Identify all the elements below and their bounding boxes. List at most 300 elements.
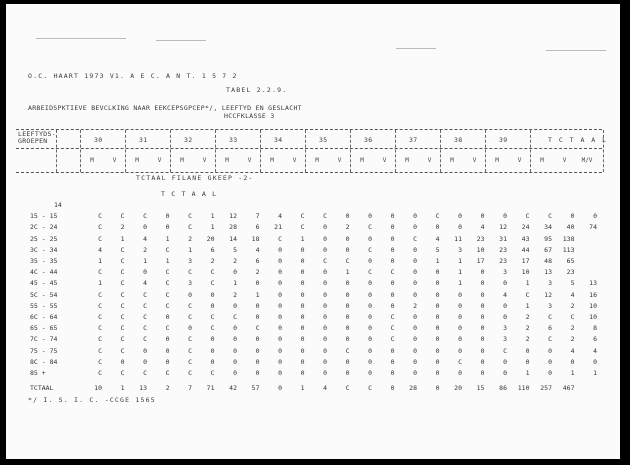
- sex-header-cell: M: [270, 157, 274, 164]
- table-cell: C: [98, 301, 102, 310]
- table-subtitle: HCCFKLASSE 3: [224, 112, 275, 120]
- table-cell: 4: [480, 223, 485, 232]
- table-cell: 10: [589, 301, 597, 310]
- table-cell: C: [503, 346, 507, 355]
- table-cell: 12: [499, 223, 507, 232]
- table-cell: C: [120, 324, 125, 333]
- table-cell: C: [188, 223, 192, 232]
- table-cell: 3: [188, 257, 192, 265]
- table-cell: 1: [345, 268, 350, 277]
- row-label: 6C - 64: [30, 313, 58, 321]
- table-cell: C: [435, 212, 440, 221]
- table-cell: 0: [435, 313, 440, 321]
- age-group-header: T C T A A L: [548, 136, 608, 144]
- table-cell: 10: [94, 384, 102, 393]
- table-cell: C: [98, 324, 102, 333]
- table-cell: 1: [210, 212, 215, 221]
- table-cell: 95: [544, 234, 552, 243]
- table-cell: 0: [323, 335, 327, 344]
- table-cell: 0: [548, 346, 552, 355]
- table-cell: 6: [210, 245, 215, 254]
- table-cell: C: [368, 223, 372, 232]
- table-cell: C: [165, 324, 170, 333]
- table-cell: C: [120, 301, 125, 310]
- table-cell: 21: [274, 223, 282, 232]
- table-cell: 5: [233, 245, 237, 254]
- table-cell: 18: [251, 234, 260, 243]
- table-cell: 0: [480, 279, 485, 288]
- table-cell: 7: [255, 212, 260, 221]
- table-cell: 0: [390, 290, 395, 299]
- table-cell: 12: [544, 290, 552, 299]
- table-cell: 0: [413, 346, 417, 355]
- table-cell: C: [525, 290, 530, 299]
- table-cell: 2: [120, 223, 125, 232]
- table-cell: 0: [458, 290, 462, 299]
- table-cell: 0: [323, 313, 327, 321]
- sex-header-cell: V: [382, 157, 387, 164]
- table-cell: C: [98, 212, 102, 221]
- table-cell: C: [458, 357, 462, 366]
- table-cell: 28: [409, 384, 417, 393]
- table-cell: 0: [143, 223, 147, 232]
- sex-header-cell: M: [90, 157, 94, 164]
- table-cell: 12: [229, 212, 237, 221]
- table-cell: C: [120, 335, 125, 344]
- table-cell: 1: [98, 279, 102, 288]
- table-cell: 15: [476, 384, 485, 393]
- table-cell: 4: [570, 346, 575, 355]
- table-cell: 0: [390, 346, 395, 355]
- table-cell: 0: [390, 384, 395, 393]
- table-cell: 0: [210, 357, 215, 366]
- table-cell: C: [368, 268, 372, 277]
- age-group-header: 32: [184, 136, 193, 144]
- table-cell: 3: [503, 324, 507, 333]
- table-cell: 113: [562, 245, 575, 254]
- table-cell: 0: [413, 212, 417, 221]
- table-cell: 467: [562, 384, 575, 393]
- table-cell: 0: [525, 357, 530, 366]
- table-cell: 0: [503, 313, 507, 321]
- table-cell: 0: [165, 223, 170, 232]
- table-cell: C: [143, 369, 147, 377]
- table-cell: C: [165, 290, 170, 299]
- table-cell: 10: [521, 268, 530, 277]
- table-cell: 0: [278, 279, 282, 288]
- table-cell: 0: [390, 234, 395, 243]
- table-cell: 0: [480, 346, 485, 355]
- table-cell: 4: [255, 245, 260, 254]
- table-cell: 1: [593, 369, 597, 377]
- table-cell: 0: [255, 301, 260, 310]
- table-cell: 110: [517, 384, 530, 393]
- table-cell: 20: [454, 384, 462, 393]
- table-cell: 2: [570, 301, 575, 310]
- table-cell: C: [210, 369, 215, 377]
- table-cell: 0: [593, 357, 597, 366]
- table-cell: C: [233, 313, 237, 321]
- table-cell: 2: [143, 245, 147, 254]
- table-cell: 57: [251, 384, 260, 393]
- table-cell: 0: [435, 301, 440, 310]
- table-cell: C: [120, 257, 125, 265]
- header-rule-bottom: [16, 172, 602, 173]
- scan-artifact: [156, 40, 206, 41]
- table-cell: 0: [345, 212, 350, 221]
- table-cell: 0: [503, 369, 507, 377]
- table-cell: 1: [98, 257, 102, 265]
- row-label: 2C - 24: [30, 223, 58, 232]
- table-cell: 4: [323, 384, 327, 393]
- table-cell: 6: [255, 223, 260, 232]
- table-cell: C: [143, 313, 147, 321]
- table-cell: C: [300, 212, 305, 221]
- table-cell: 1: [300, 234, 305, 243]
- table-cell: C: [390, 324, 395, 333]
- table-cell: C: [345, 257, 350, 265]
- row-label: 85 +: [30, 369, 46, 377]
- table-cell: C: [188, 335, 192, 344]
- table-cell: 0: [278, 268, 282, 277]
- table-cell: 0: [413, 245, 417, 254]
- sex-header-cell: M: [540, 157, 544, 164]
- table-cell: 0: [345, 279, 350, 288]
- table-cell: 0: [255, 369, 260, 377]
- table-cell: 0: [255, 313, 260, 321]
- scan-artifact: [546, 50, 606, 51]
- table-cell: C: [120, 346, 125, 355]
- table-cell: 0: [480, 290, 485, 299]
- table-cell: 2: [525, 324, 530, 333]
- table-cell: 0: [458, 324, 462, 333]
- table-cell: 257: [540, 384, 552, 393]
- table-cell: 31: [499, 234, 507, 243]
- table-cell: 17: [521, 257, 530, 265]
- table-cell: 0: [278, 335, 282, 344]
- table-cell: 0: [345, 290, 350, 299]
- table-cell: 8: [593, 324, 597, 333]
- table-cell: 0: [480, 357, 485, 366]
- table-cell: 1: [525, 369, 530, 377]
- table-cell: 40: [566, 223, 575, 232]
- table-cell: 24: [521, 223, 530, 232]
- table-cell: C: [98, 223, 102, 232]
- table-cell: 3: [458, 245, 462, 254]
- table-cell: 3: [548, 301, 552, 310]
- table-cell: 3: [503, 268, 507, 277]
- table-cell: 0: [300, 357, 305, 366]
- table-cell: 0: [458, 369, 462, 377]
- table-cell: 0: [323, 369, 327, 377]
- sex-header-cell: V: [427, 157, 432, 164]
- table-cell: 0: [413, 279, 417, 288]
- table-cell: 23: [499, 257, 507, 265]
- table-cell: C: [413, 234, 417, 243]
- row-label: TCTAAL: [30, 384, 54, 393]
- table-cell: 0: [345, 324, 350, 333]
- table-cell: 0: [233, 335, 237, 344]
- table-cell: 34: [544, 223, 552, 232]
- table-cell: 1: [458, 268, 462, 277]
- header-left-label: LEEFTYDS- GROEPEN: [18, 130, 56, 145]
- table-cell: 13: [544, 268, 552, 277]
- table-cell: 0: [570, 357, 575, 366]
- table-cell: 0: [503, 212, 507, 221]
- table-cell: 0: [188, 290, 192, 299]
- table-cell: 4: [278, 212, 282, 221]
- group-divider: [170, 130, 171, 172]
- table-cell: C: [165, 369, 170, 377]
- table-cell: C: [390, 268, 395, 277]
- table-cell: C: [165, 279, 170, 288]
- table-cell: 2: [570, 324, 575, 333]
- table-cell: 0: [390, 357, 395, 366]
- table-cell: C: [188, 212, 192, 221]
- group-divider: [440, 130, 441, 172]
- table-cell: 0: [188, 324, 192, 333]
- age-group-header: 38: [454, 136, 463, 144]
- table-cell: C: [345, 346, 350, 355]
- table-cell: 20: [206, 234, 215, 243]
- table-cell: 0: [480, 369, 485, 377]
- table-cell: 1: [188, 245, 192, 254]
- table-cell: 2: [255, 268, 260, 277]
- table-cell: 4: [435, 234, 440, 243]
- sex-header-cell: M: [495, 157, 499, 164]
- table-cell: 0: [368, 335, 372, 344]
- table-cell: 0: [503, 279, 507, 288]
- table-cell: 0: [413, 257, 417, 265]
- table-cell: 0: [413, 357, 417, 366]
- table-cell: 0: [255, 335, 260, 344]
- table-cell: 4: [98, 245, 102, 254]
- table-cell: 0: [435, 357, 440, 366]
- table-cell: 0: [435, 268, 440, 277]
- table-cell: 67: [544, 245, 552, 254]
- table-cell: 0: [323, 279, 327, 288]
- table-cell: C: [120, 268, 125, 277]
- table-cell: 3: [188, 279, 192, 288]
- table-cell: 0: [480, 301, 485, 310]
- table-cell: 0: [368, 313, 372, 321]
- table-cell: 4: [143, 234, 147, 243]
- table-cell: 0: [368, 357, 372, 366]
- table-cell: 0: [233, 268, 237, 277]
- group-divider: [485, 130, 486, 172]
- table-cell: 0: [458, 301, 462, 310]
- table-cell: 5: [435, 245, 440, 254]
- table-cell: 7: [188, 384, 192, 393]
- table-cell: C: [98, 313, 102, 321]
- table-cell: 0: [300, 301, 305, 310]
- sex-header-cell: M: [180, 157, 184, 164]
- table-cell: 0: [413, 369, 417, 377]
- table-cell: 3: [503, 335, 507, 344]
- sex-header-cell: V: [292, 157, 297, 164]
- table-cell: C: [165, 301, 170, 310]
- table-cell: C: [165, 268, 170, 277]
- table-cell: 1: [165, 234, 170, 243]
- group-divider: [395, 130, 396, 172]
- table-cell: 44: [521, 245, 530, 254]
- table-cell: 0: [480, 313, 485, 321]
- table-cell: 0: [255, 346, 260, 355]
- table-cell: 0: [368, 212, 372, 221]
- table-cell: 0: [413, 290, 417, 299]
- table-cell: C: [143, 212, 147, 221]
- table-cell: 1: [525, 279, 530, 288]
- table-cell: 0: [525, 346, 530, 355]
- table-cell: C: [143, 301, 147, 310]
- table-cell: C: [120, 212, 125, 221]
- age-group-header: 33: [229, 136, 238, 144]
- footnote: */ I. S. I. C. -CCGE 1565: [28, 396, 156, 404]
- sex-header-cell: V: [247, 157, 252, 164]
- table-cell: 0: [368, 279, 372, 288]
- table-cell: 28: [229, 223, 237, 232]
- table-cell: 0: [548, 369, 552, 377]
- sex-header-cell: M: [225, 157, 229, 164]
- row-label: 15 - 15: [30, 212, 58, 221]
- table-cell: 0: [345, 313, 350, 321]
- header-rule-top: [16, 129, 602, 130]
- table-cell: 0: [480, 212, 485, 221]
- table-cell: 0: [435, 279, 440, 288]
- table-cell: 0: [143, 268, 147, 277]
- table-cell: 0: [368, 290, 372, 299]
- table-cell: 2: [525, 313, 530, 321]
- table-cell: 0: [480, 268, 485, 277]
- table-cell: 4: [570, 290, 575, 299]
- table-cell: 23: [499, 245, 507, 254]
- document-page: [6, 4, 620, 459]
- table-cell: 17: [476, 257, 485, 265]
- table-cell: C: [120, 369, 125, 377]
- table-cell: 0: [323, 301, 327, 310]
- table-cell: 0: [278, 290, 282, 299]
- table-cell: 42: [229, 384, 237, 393]
- table-cell: 71: [206, 384, 215, 393]
- table-cell: 0: [210, 346, 215, 355]
- table-cell: C: [98, 357, 102, 366]
- table-cell: 0: [300, 346, 305, 355]
- table-cell: 0: [458, 346, 462, 355]
- table-cell: 0: [323, 324, 327, 333]
- table-title: ARBEIDSPKTIEVE BEVCLKING NAAR EEKCEPSGPCEP*/, LEEFTYD EN GESLACHT: [28, 104, 302, 112]
- table-cell: 0: [345, 245, 350, 254]
- table-cell: 13: [589, 279, 597, 288]
- sex-header-cell: M: [135, 157, 139, 164]
- table-cell: C: [525, 212, 530, 221]
- table-cell: 6: [548, 324, 552, 333]
- table-cell: 0: [255, 357, 260, 366]
- table-cell: 0: [210, 301, 215, 310]
- table-cell: C: [120, 245, 125, 254]
- table-cell: 2: [233, 257, 237, 265]
- table-cell: 0: [233, 324, 237, 333]
- table-cell: C: [390, 313, 395, 321]
- table-cell: 1: [233, 279, 237, 288]
- table-cell: C: [210, 268, 215, 277]
- table-cell: 1: [458, 257, 462, 265]
- section-subtitle: T C T A A L: [161, 190, 218, 198]
- table-cell: 23: [476, 234, 485, 243]
- sex-header-cell: V: [112, 157, 117, 164]
- table-cell: 10: [589, 313, 597, 321]
- table-cell: 4: [503, 290, 507, 299]
- table-cell: 0: [435, 384, 440, 393]
- table-cell: 0: [323, 223, 327, 232]
- table-cell: 0: [413, 324, 417, 333]
- table-cell: 138: [562, 234, 575, 243]
- table-cell: C: [188, 301, 192, 310]
- source-line: O.C. HAART 1973 V1. A E C. A N T. 1 5 7 2: [28, 72, 238, 80]
- table-cell: 1: [165, 257, 170, 265]
- table-cell: 0: [390, 223, 395, 232]
- table-cell: C: [98, 268, 102, 277]
- table-cell: 0: [300, 324, 305, 333]
- table-cell: 0: [435, 335, 440, 344]
- table-cell: 0: [210, 290, 215, 299]
- table-cell: 2: [165, 384, 170, 393]
- table-cell: 0: [165, 335, 170, 344]
- table-cell: 86: [499, 384, 507, 393]
- table-cell: 0: [143, 346, 147, 355]
- table-cell: 0: [435, 369, 440, 377]
- table-cell: C: [255, 324, 260, 333]
- table-cell: 0: [233, 346, 237, 355]
- age-group-header: 35: [319, 136, 328, 144]
- row-label: 45 - 45: [30, 279, 58, 288]
- section-title: TCTAAL FILANE GKEEP -2-: [136, 174, 254, 182]
- table-cell: 4: [593, 346, 597, 355]
- sex-header-cell: M: [450, 157, 454, 164]
- table-cell: C: [188, 268, 192, 277]
- table-cell: 0: [345, 234, 350, 243]
- table-cell: 13: [139, 384, 147, 393]
- table-cell: 0: [300, 268, 305, 277]
- table-cell: 6: [255, 257, 260, 265]
- table-cell: 2: [210, 257, 215, 265]
- table-cell: 0: [435, 223, 440, 232]
- table-cell: C: [120, 279, 125, 288]
- table-cell: 0: [323, 346, 327, 355]
- table-cell: C: [120, 290, 125, 299]
- group-divider: [215, 130, 216, 172]
- table-cell: 0: [458, 212, 462, 221]
- table-cell: C: [210, 313, 215, 321]
- table-cell: C: [120, 313, 125, 321]
- table-cell: 0: [413, 223, 417, 232]
- table-cell: 0: [165, 357, 170, 366]
- table-cell: 0: [503, 301, 507, 310]
- table-cell: 0: [300, 369, 305, 377]
- table-cell: 0: [368, 257, 372, 265]
- table-cell: 0: [390, 212, 395, 221]
- table-cell: 0: [323, 245, 327, 254]
- table-cell: 0: [390, 279, 395, 288]
- table-cell: 1: [300, 384, 305, 393]
- table-cell: 0: [368, 301, 372, 310]
- age-group-header: 30: [94, 136, 103, 144]
- table-cell: 1: [570, 369, 575, 377]
- table-cell: C: [390, 335, 395, 344]
- label-divider: [56, 130, 57, 172]
- table-cell: C: [143, 290, 147, 299]
- table-cell: 11: [454, 234, 462, 243]
- row-label: 55 - 55: [30, 301, 58, 310]
